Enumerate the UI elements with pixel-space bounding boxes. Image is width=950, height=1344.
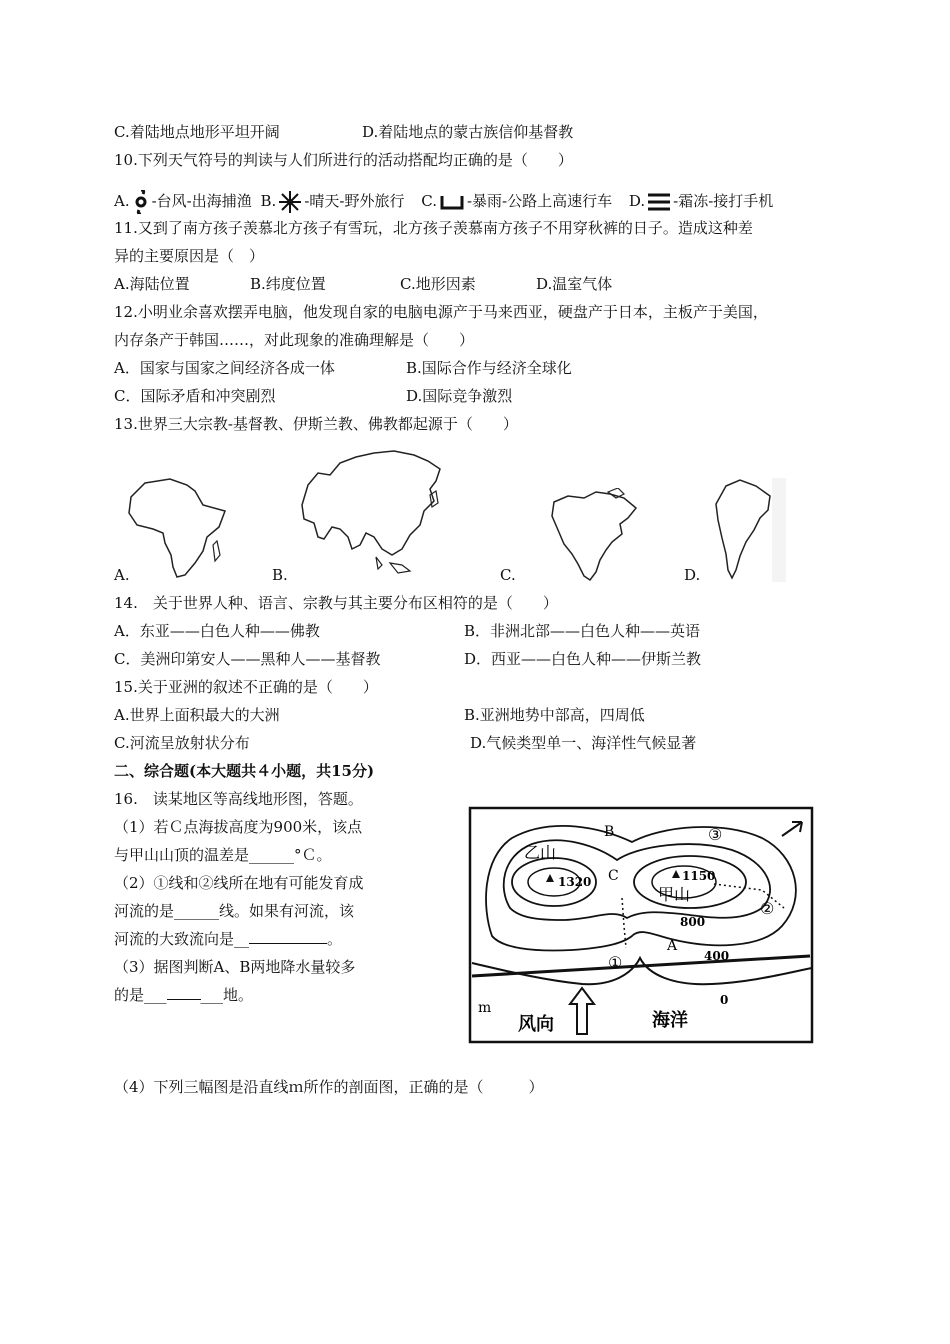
option-9d: D.着陆地点的蒙古族信仰基督教 — [362, 123, 574, 141]
label-wind: 风向 — [518, 1014, 554, 1035]
question-15: 15.关于亚洲的叙述不正确的是（ ） — [114, 678, 378, 696]
typhoon-symbol-icon — [133, 190, 149, 214]
question-16-3-line2: 的是___ ___地。 — [114, 986, 254, 1004]
label-circle-3: ③ — [708, 825, 723, 844]
option-13c: C. — [500, 566, 516, 584]
question-16-1-line2: 与甲山山顶的温差是______°Ｃ。 — [114, 846, 332, 864]
label-ocean: 海洋 — [652, 1010, 688, 1031]
question-16-3-line1: （3）据图判断A、B两地降水量较多 — [114, 958, 356, 976]
option-label-b: B. — [260, 192, 277, 210]
option-14d: D．西亚——白色人种——伊斯兰教 — [464, 650, 702, 668]
option-10a-text: -台风-出海捕渔 — [151, 192, 252, 210]
option-10b-text: -晴天-野外旅行 — [304, 192, 405, 210]
label-yishan: 乙山 — [524, 843, 557, 862]
option-label-c: C. — [421, 192, 437, 210]
question-11-line1: 11.又到了南方孩子羡慕北方孩子有雪玩，北方孩子羡慕南方孩子不用穿秋裤的日子。造成这种差 — [114, 219, 753, 237]
option-14b: B．非洲北部——白色人种——英语 — [464, 622, 701, 640]
label-c: C — [608, 868, 619, 884]
label-a: A — [667, 938, 678, 954]
question-16-2-line3: 河流的大致流向是__ 。 — [114, 930, 343, 948]
option-label-d: D. — [628, 192, 646, 210]
question-16-1-line1: （1）若Ｃ点海拔高度为900米，该点 — [114, 818, 363, 836]
question-13: 13.世界三大宗教-基督教、伊斯兰教、佛教都起源于（ ） — [114, 415, 518, 433]
answer-blank — [249, 929, 327, 944]
section-2-heading: 二、综合题(本大题共４小题，共15分) — [114, 762, 375, 780]
question-16-4: （4）下列三幅图是沿直线ｍ所作的剖面图，正确的是（ ） — [114, 1078, 544, 1096]
label-contour-800: 800 — [680, 915, 706, 929]
question-14: 14. 关于世界人种、语言、宗教与其主要分布区相符的是（ ） — [114, 594, 558, 612]
label-elev-yishan: 1320 — [558, 875, 592, 889]
option-15a: A.世界上面积最大的大洲 — [114, 706, 280, 724]
option-11b: B.纬度位置 — [250, 275, 326, 293]
label-circle-2: ② — [760, 899, 775, 918]
option-12a: A．国家与国家之间经济各成一体 — [114, 359, 335, 377]
label-jiashan: 甲山 — [658, 885, 691, 904]
option-label-a: A. — [114, 192, 130, 210]
rainstorm-symbol-icon — [440, 194, 464, 210]
question-16-2-line1: （2）①线和②线所在地有可能发育成 — [114, 874, 364, 892]
question-12-line1: 12.小明业余喜欢摆弄电脑，他发现自家的电脑电源产于马来西亚，硬盘产于日本，主板产于美国， — [114, 303, 768, 321]
option-12c: C．国际矛盾和冲突剧烈 — [114, 387, 276, 405]
option-9c: C.着陆地点地形平坦开阔 — [114, 123, 280, 141]
label-elev-jiashan: 1150 — [682, 869, 716, 883]
option-14a: A．东亚——白色人种——佛教 — [114, 622, 320, 640]
africa-map-image — [125, 475, 230, 580]
option-13a: A. — [114, 566, 130, 584]
label-contour-0: 0 — [720, 993, 729, 1007]
question-10: 10.下列天气符号的判读与人们所进行的活动搭配均正确的是（ ） — [114, 151, 573, 169]
question-10-options — [114, 190, 773, 214]
option-12b: B.国际合作与经济全球化 — [406, 359, 572, 377]
contour-map-figure — [462, 798, 817, 1048]
question-16: 16. 读某地区等高线地形图，答题。 — [114, 790, 363, 808]
option-15b: B.亚洲地势中部高，四周低 — [464, 706, 645, 724]
option-13d: D. — [684, 566, 701, 584]
option-15c: C.河流呈放射状分布 — [114, 734, 250, 752]
question-12-line2: 内存条产于韩国……，对此现象的准确理解是（ ） — [114, 331, 475, 349]
option-11c: C.地形因素 — [400, 275, 476, 293]
answer-blank — [167, 985, 201, 1000]
option-10d-text: -霜冻-接打手机 — [673, 192, 774, 210]
question-16-2-line2: 河流的是______线。如果有河流，该 — [114, 902, 355, 920]
north-america-map-image — [548, 488, 643, 583]
option-15d: D.气候类型单一、海洋性气候显著 — [470, 734, 697, 752]
question-11-line2: 异的主要原因是（ ） — [114, 247, 265, 265]
option-11d: D.温室气体 — [536, 275, 613, 293]
sunny-symbol-icon — [279, 191, 301, 213]
option-14c: C．美洲印第安人——黑种人——基督教 — [114, 650, 381, 668]
label-m: m — [478, 1000, 492, 1016]
option-10c-text: -暴雨-公路上高速行车 — [466, 192, 613, 210]
option-13b: B. — [272, 566, 288, 584]
label-circle-1: ① — [608, 953, 623, 972]
eurasia-map-image — [290, 445, 445, 580]
south-america-map-image — [710, 478, 790, 582]
label-b: B — [604, 824, 615, 840]
option-11a: A.海陆位置 — [114, 275, 190, 293]
frost-symbol-icon — [648, 193, 670, 211]
option-12d: D.国际竞争激烈 — [406, 387, 513, 405]
label-contour-400: 400 — [704, 949, 730, 963]
